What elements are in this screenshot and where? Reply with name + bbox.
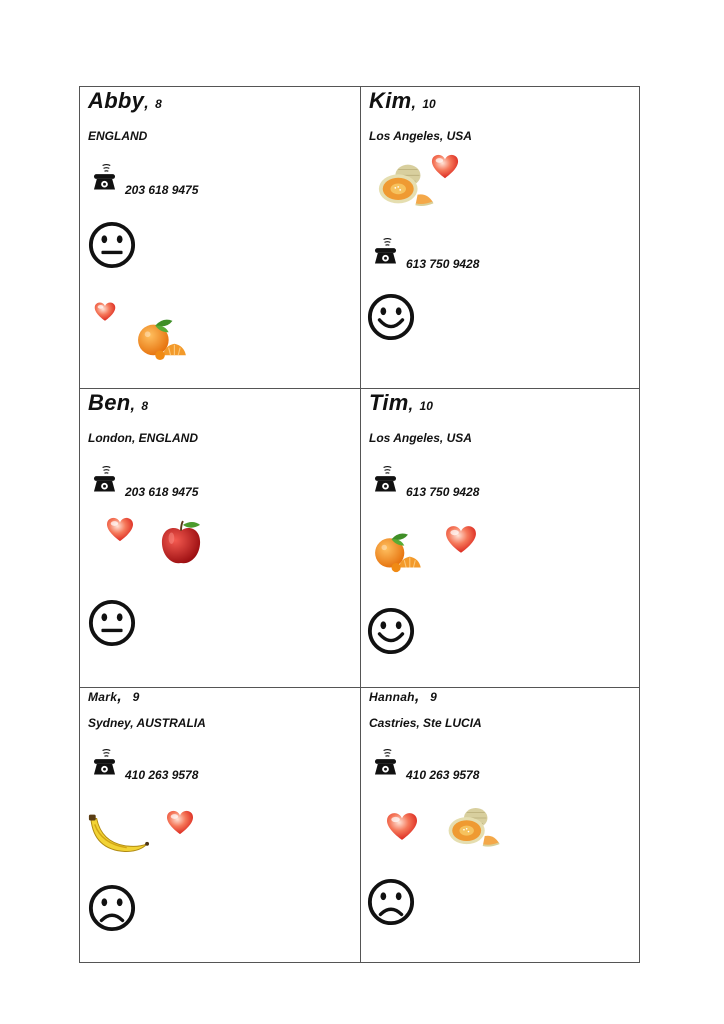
sad-face-icon [367, 878, 415, 926]
contact-card-ben [80, 389, 360, 687]
card-name: Ben, 8 [88, 390, 149, 415]
card-location: Castries, Ste LUCIA [369, 716, 482, 730]
card-name: Tim, 10 [369, 390, 433, 415]
card-name: Hannah, 9 [369, 688, 437, 705]
orange-icon [371, 531, 423, 573]
telephone-icon [374, 465, 397, 493]
card-name: Abby, 8 [88, 88, 162, 113]
heart-icon [166, 810, 194, 836]
card-location: Los Angeles, USA [369, 129, 472, 143]
melon-icon [445, 804, 501, 850]
orange-icon [134, 317, 188, 361]
sad-face-icon [88, 884, 136, 932]
smiley-face-icon [367, 293, 415, 341]
telephone-icon [93, 748, 116, 776]
card-phone: 613 750 9428 [406, 485, 480, 499]
apple-icon [160, 519, 202, 567]
card-location: Los Angeles, USA [369, 431, 472, 445]
card-name: Mark, 9 [88, 688, 140, 705]
contact-card-tim [361, 389, 641, 687]
heart-icon [385, 812, 419, 842]
card-location: London, ENGLAND [88, 431, 198, 445]
telephone-icon [93, 163, 116, 191]
heart-icon [106, 517, 134, 543]
telephone-icon [93, 465, 116, 493]
contact-card-mark [80, 688, 360, 964]
contact-card-kim [361, 87, 641, 388]
card-phone: 613 750 9428 [406, 257, 480, 271]
heart-icon [431, 153, 459, 181]
card-phone: 203 618 9475 [125, 183, 199, 197]
heart-icon [94, 301, 116, 323]
card-phone: 203 618 9475 [125, 485, 199, 499]
smiley-face-icon [367, 607, 415, 655]
card-phone: 410 263 9578 [406, 768, 480, 782]
banana-icon [86, 814, 150, 858]
card-location: ENGLAND [88, 129, 148, 143]
card-name: Kim, 10 [369, 88, 436, 113]
neutral-face-icon [88, 221, 136, 269]
melon-icon [375, 161, 435, 209]
heart-icon [445, 525, 477, 555]
neutral-face-icon [88, 599, 136, 647]
card-phone: 410 263 9578 [125, 768, 199, 782]
contact-card-abby [80, 87, 360, 388]
contact-card-grid [79, 86, 640, 963]
contact-card-hannah [361, 688, 641, 964]
telephone-icon [374, 237, 397, 265]
telephone-icon [374, 748, 397, 776]
card-location: Sydney, AUSTRALIA [88, 716, 206, 730]
